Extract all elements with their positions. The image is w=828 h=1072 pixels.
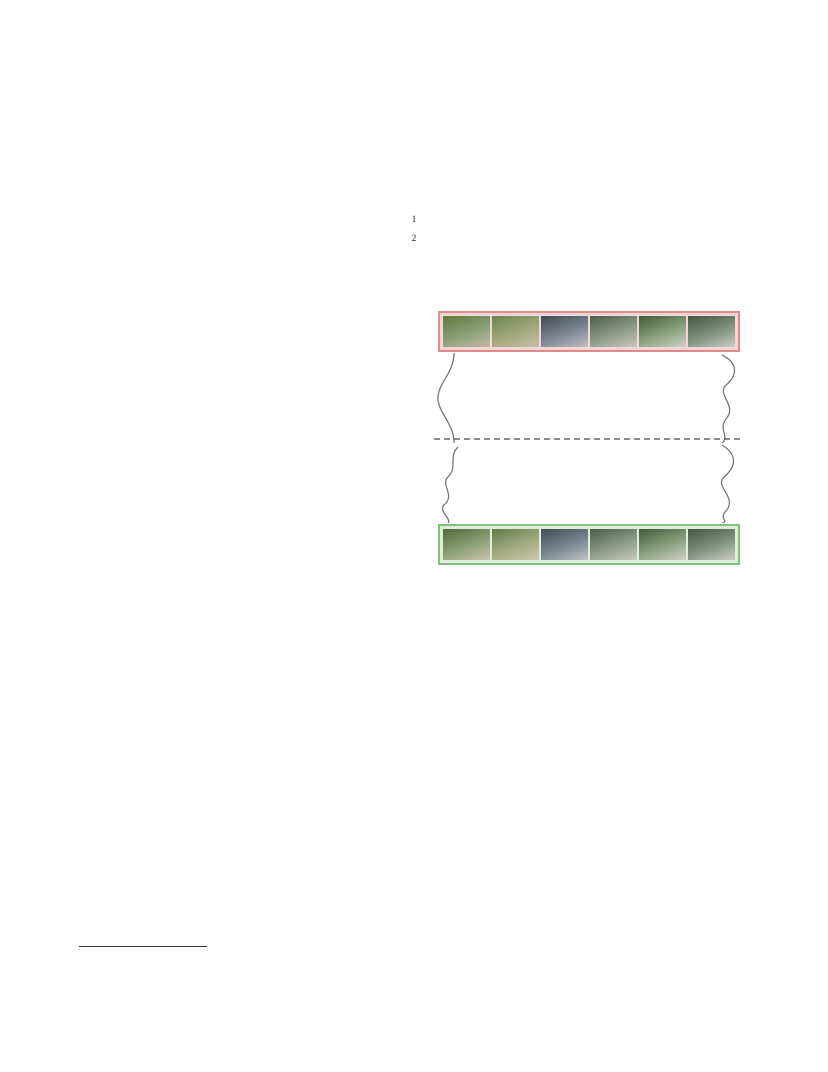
- camera-frame: [688, 529, 735, 560]
- bottom-image-strip: [438, 524, 740, 565]
- camera-frame: [688, 316, 735, 347]
- top-image-strip: [438, 311, 740, 352]
- affiliation-1: 1: [411, 214, 417, 224]
- trajectory-diagram: [430, 353, 745, 523]
- affiliation-2: 2: [411, 233, 417, 243]
- camera-frame: [590, 529, 637, 560]
- target-distribution-curve-bottom: [721, 445, 733, 523]
- noise-distribution-curve: [438, 353, 454, 443]
- camera-frame: [541, 529, 588, 560]
- camera-frame: [443, 316, 490, 347]
- camera-frame: [541, 316, 588, 347]
- figure-1: [430, 289, 745, 581]
- prior-distribution-curve: [442, 447, 458, 523]
- footnote-rule: [79, 946, 207, 947]
- target-distribution-curve: [722, 355, 735, 443]
- camera-frame: [590, 316, 637, 347]
- camera-frame: [443, 529, 490, 560]
- camera-frame: [492, 316, 539, 347]
- camera-frame: [639, 529, 686, 560]
- camera-frame: [492, 529, 539, 560]
- camera-frame: [639, 316, 686, 347]
